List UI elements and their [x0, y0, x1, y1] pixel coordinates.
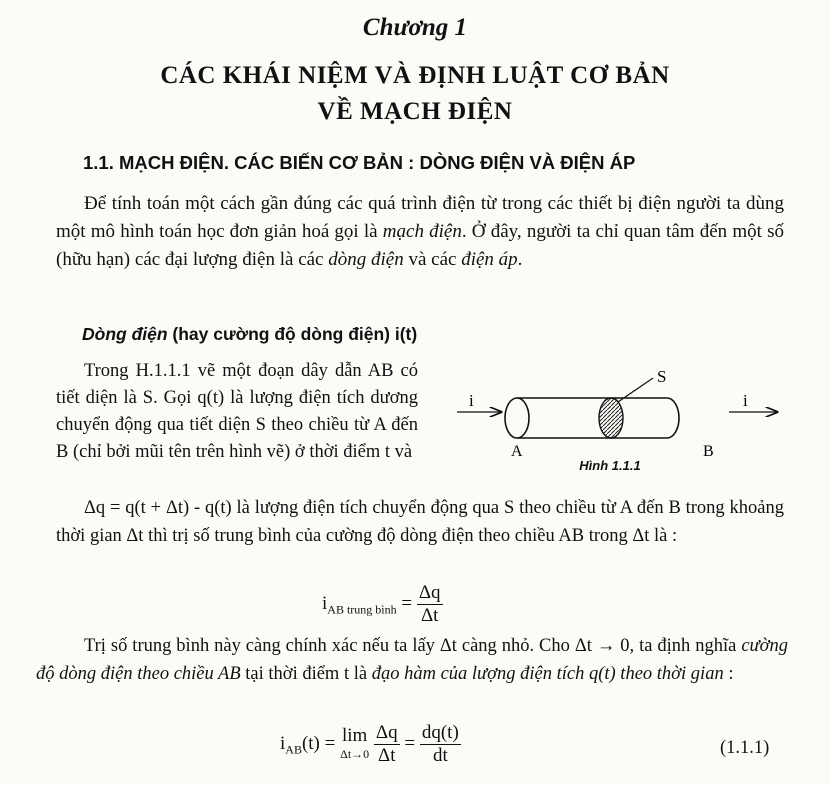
chapter-title-line-2: VỀ MẠCH ĐIỆN: [317, 98, 513, 125]
figure-caption: Hình 1.1.1: [579, 458, 641, 473]
conductor-cylinder: [505, 398, 679, 438]
label-i-right: i: [743, 391, 748, 410]
paragraph-intro: Để tính toán một cách gần đúng các quá trình điện từ trong các thiết bị điện người ta dùng một mô hình toán học đơn giản hoá gọi là mạch điện. Ở đây, người ta chỉ quan tâm đến một số (hữu hạn) các đại lượng điện là các dòng điện và các điện áp.: [56, 193, 784, 270]
label-B: B: [703, 443, 714, 460]
paragraph-definition: Trị số trung bình này càng chính xác nếu ta lấy Δt càng nhỏ. Cho Δt → 0, ta định nghĩa cường độ dòng điện theo chiều AB tại thời điểm t là đạo hàm của lượng điện tích q(t) theo thời gian :: [36, 636, 788, 684]
chapter-label: Chương 1: [362, 14, 468, 41]
equation-number: (1.1.1): [720, 738, 770, 758]
limit-operator: lim Δt→0: [340, 724, 370, 761]
equation-average-current: $i_{AB trung bình}$ = $\frac{\Delta q}{\Delta t}$: [322, 582, 441, 626]
chapter-title-line-1: CÁC KHÁI NIỆM VÀ ĐỊNH LUẬT CƠ BẢN: [160, 62, 670, 89]
equation-current-definition: $i_{AB}(t)$ = lim Δt→0 $\frac{\Delta q}{\Delta t}$ = $\frac{dq(t)}{dt}$: [280, 722, 459, 766]
paragraph-conductor: Trong H.1.1.1 vẽ một đoạn dây dẫn AB có tiết diện là S. Gọi q(t) là lượng điện tích dương chuyển động qua tiết diện S theo chiều từ A đến B (chỉ bởi mũi tên trên hình vẽ) ở thời điểm t và: [56, 361, 418, 462]
section-heading: 1.1. MẠCH ĐIỆN. CÁC BIẾN CƠ BẢN : DÒNG ĐIỆN VÀ ĐIỆN ÁP: [83, 152, 636, 173]
label-A: A: [511, 443, 523, 460]
subheading-current: Dòng điện (hay cường độ dòng điện) i(t): [82, 324, 418, 344]
label-S: S: [657, 367, 667, 386]
fraction-derivative: $\frac{dq(t)}{dt}$: [421, 722, 459, 766]
paragraph-delta-q: Δq = q(t + Δt) - q(t) là lượng điện tích chuyển động qua S theo chiều từ A đến B trong khoảng thời gian Δt thì trị số trung bình của cường độ dòng điện theo chiều AB trong Δt là :: [56, 498, 784, 546]
label-i-left: i: [469, 391, 474, 410]
fraction-dq-dt: $\frac{\Delta q}{\Delta t}$: [418, 582, 441, 626]
fraction-delta: $\frac{\Delta q}{\Delta t}$: [375, 722, 398, 766]
cross-section-S: [599, 398, 623, 438]
